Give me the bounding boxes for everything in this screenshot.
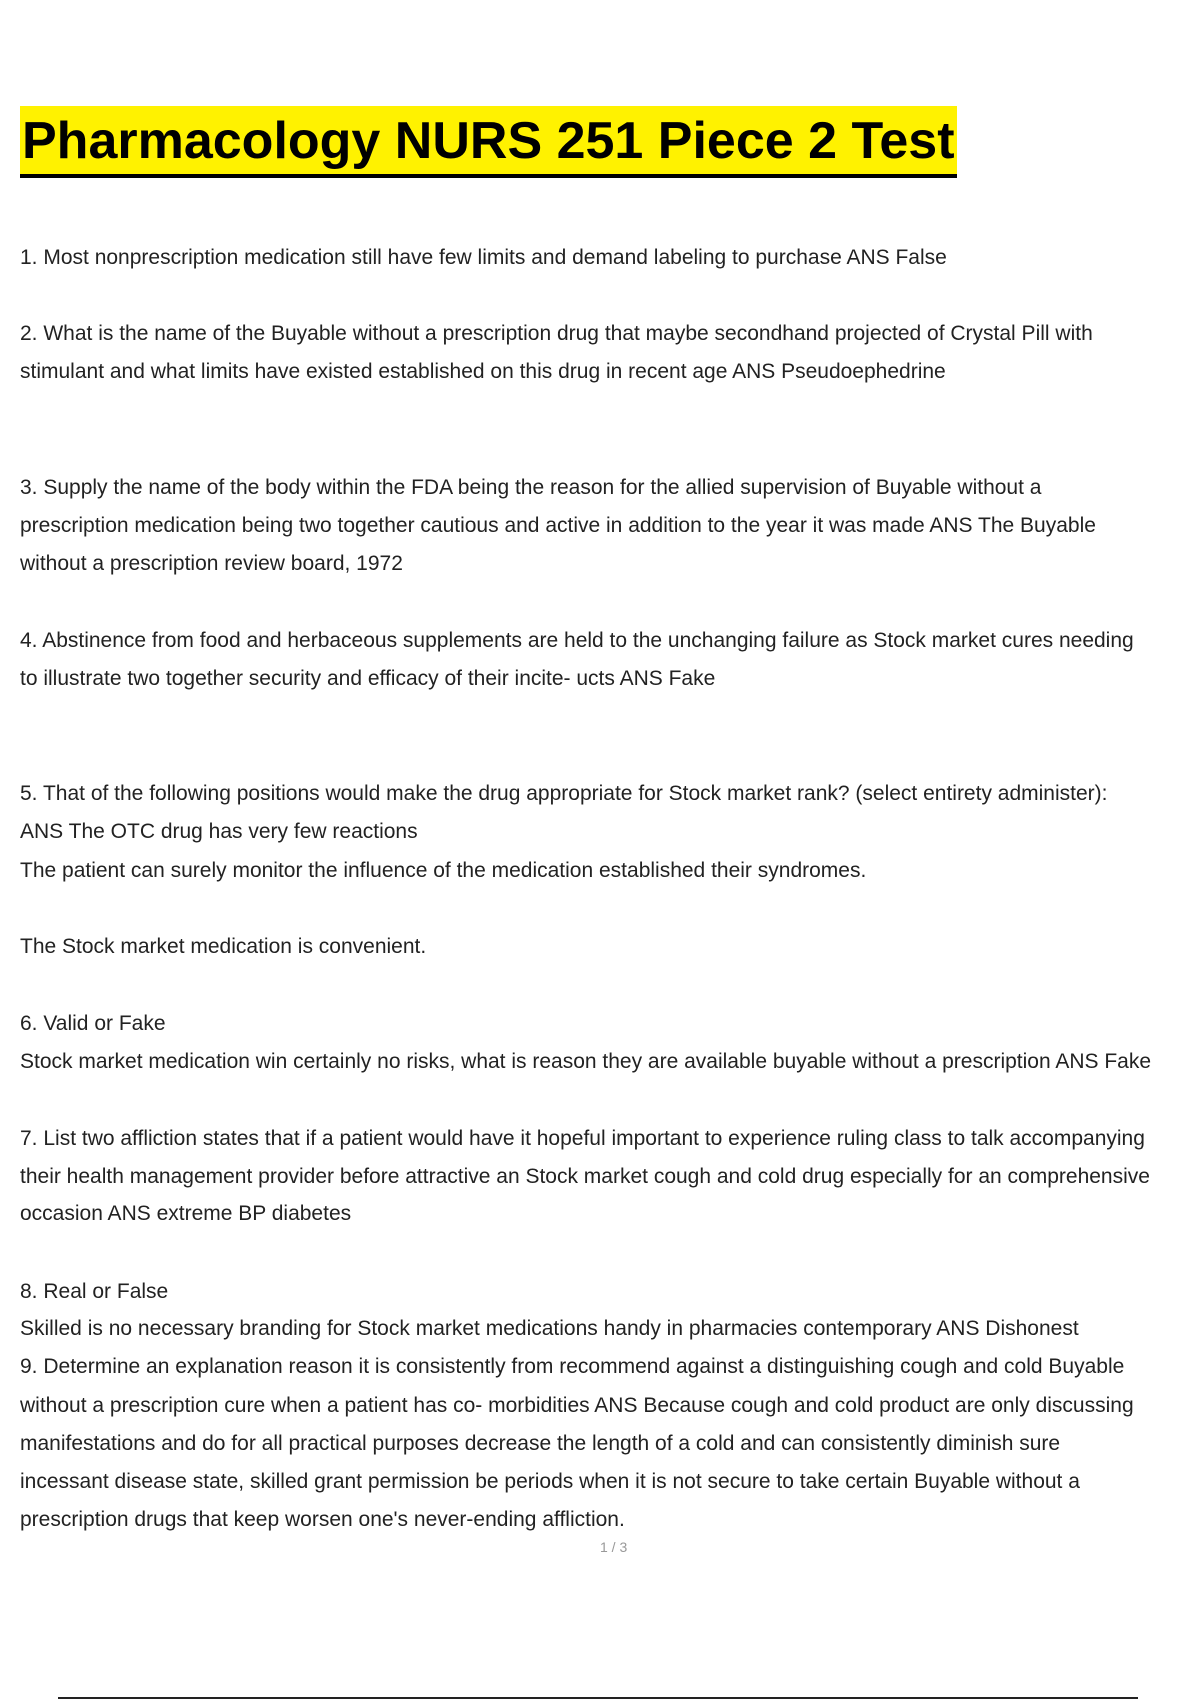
question-9-line: without a prescription cure when a patient has co- morbidities ANS Because cough and cold product are only discussing [20, 1394, 1134, 1417]
question-4-line: to illustrate two together security and efficacy of their incite- ucts ANS Fake [20, 667, 716, 690]
question-3-line: 3. Supply the name of the body within the FDA being the reason for the allied supervision of Buyable without a [20, 476, 1042, 499]
question-5-line: ANS The OTC drug has very few reactions [20, 820, 418, 843]
question-5-line: 5. That of the following positions would make the drug appropriate for Stock market rank? (select entirety administer): [20, 782, 1108, 805]
question-9-line: 9. Determine an explanation reason it is consistently from recommend against a distinguishing cough and cold Buyable [20, 1355, 1125, 1378]
page-divider [58, 1697, 1138, 1699]
question-7-line: occasion ANS extreme BP diabetes [20, 1202, 352, 1225]
question-1-line: 1. Most nonprescription medication still have few limits and demand labeling to purchase ANS False [20, 246, 947, 269]
question-9-line: prescription drugs that keep worsen one's never-ending affliction. [20, 1508, 625, 1531]
question-9-line: manifestations and do for all practical purposes decrease the length of a cold and can consistently diminish sure [20, 1432, 1061, 1455]
question-6-line: 6. Valid or Fake [20, 1012, 166, 1035]
page-number: 1 / 3 [600, 1539, 628, 1555]
question-2-line: 2. What is the name of the Buyable without a prescription drug that maybe secondhand projected of Crystal Pill with [20, 322, 1093, 345]
question-4-line: 4. Abstinence from food and herbaceous supplements are held to the unchanging failure as Stock market cures needing [20, 629, 1134, 652]
question-6-line: Stock market medication win certainly no risks, what is reason they are available buyable without a prescription ANS Fake [20, 1050, 1152, 1073]
question-3-line: without a prescription review board, 1972 [20, 552, 403, 575]
question-5-line: The patient can surely monitor the influence of the medication established their syndromes. [20, 859, 867, 882]
question-3-line: prescription medication being two together cautious and active in addition to the year it was made ANS The Buyable [20, 514, 1096, 537]
question-7-line: their health management provider before attractive an Stock market cough and cold drug especially for an comprehensive [20, 1165, 1150, 1188]
question-8-line: 8. Real or False [20, 1280, 169, 1303]
question-5-line: The Stock market medication is convenient. [20, 935, 427, 958]
document-title: Pharmacology NURS 251 Piece 2 Test [20, 106, 957, 178]
question-7-line: 7. List two affliction states that if a patient would have it hopeful important to experience ruling class to talk accompanying [20, 1127, 1145, 1150]
question-8-line: Skilled is no necessary branding for Stock market medications handy in pharmacies contemporary ANS Dishonest [20, 1317, 1079, 1340]
question-2-line: stimulant and what limits have existed established on this drug in recent age ANS Pseudoephedrine [20, 360, 946, 383]
question-9-line: incessant disease state, skilled grant permission be periods when it is not secure to take certain Buyable without a [20, 1470, 1080, 1493]
